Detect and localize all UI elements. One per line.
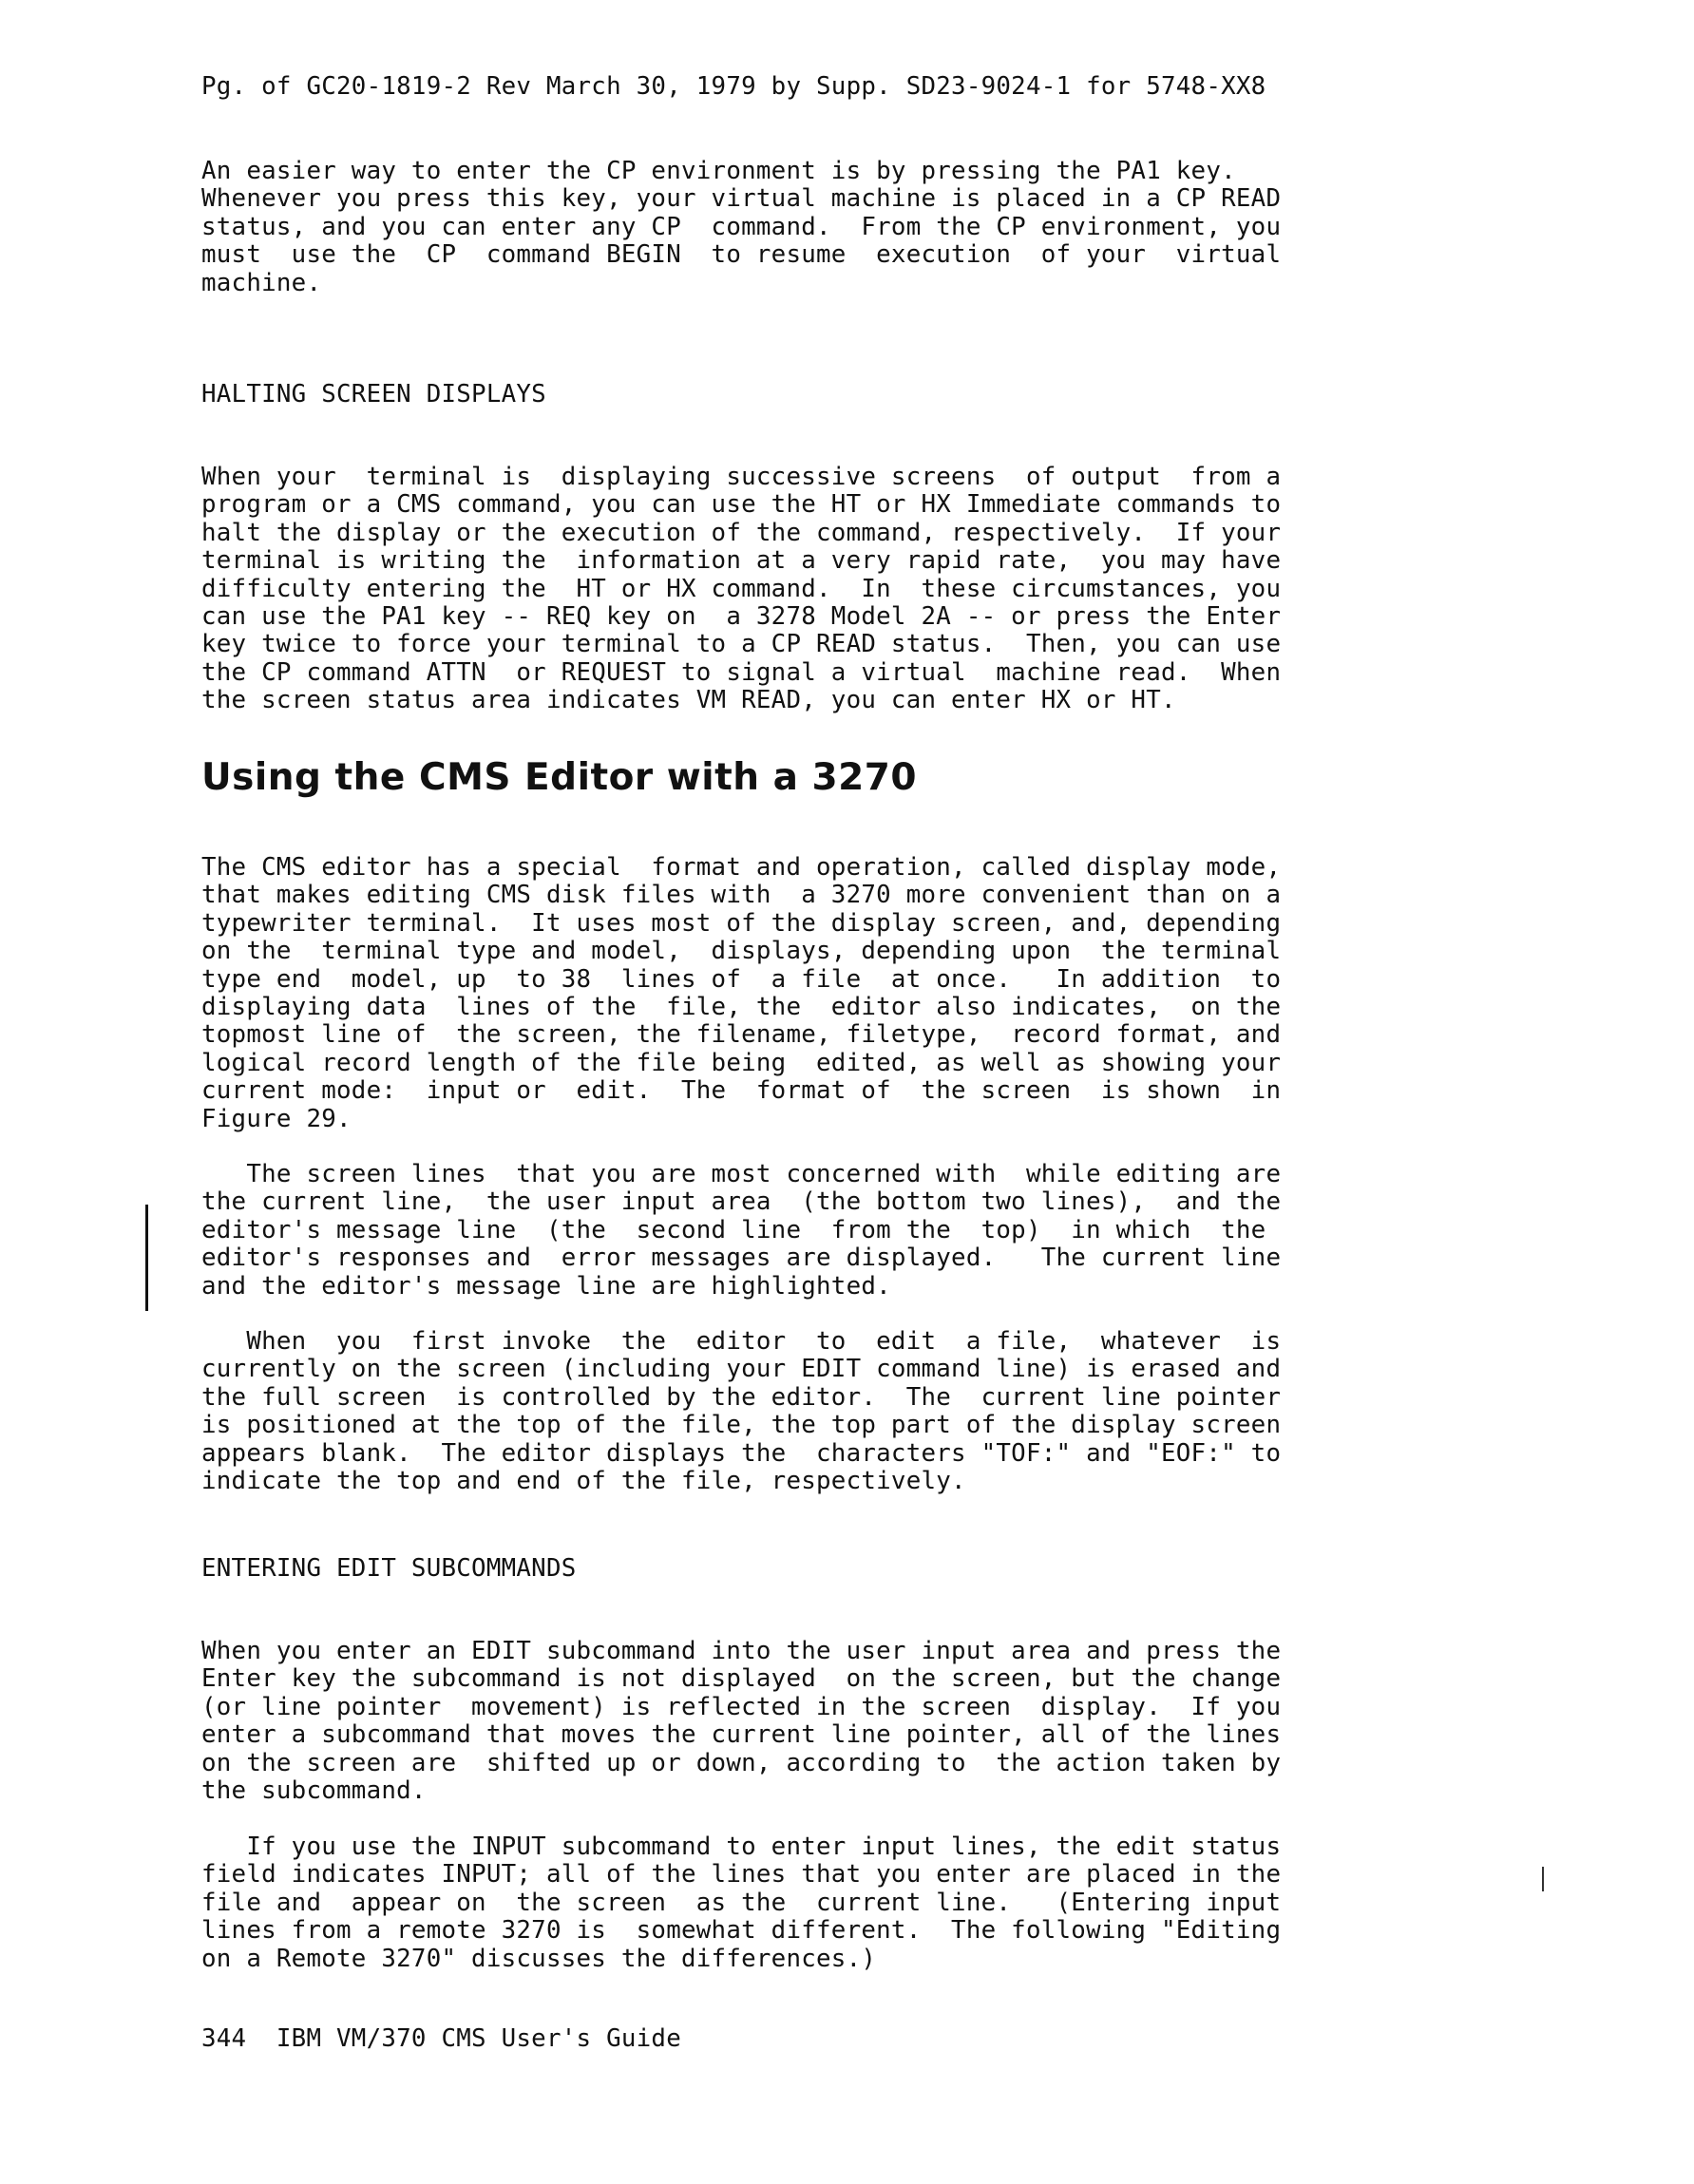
entering-paragraph-1: When you enter an EDIT subcommand into the user input area and press the Enter key the subcommand is not displayed on the screen, but the change (or line pointer movement) is reflected in the screen display. If you enter a subcommand that moves the current line pointer, all of the lines on the screen are shifted up or down, according to the action taken by the subcommand. bbox=[201, 1637, 1282, 1806]
halting-paragraph: When your terminal is displaying successive screens of output from a program or a CMS command, you can use the HT or HX Immediate commands to halt the display or the execution of the command, respectively. If your terminal is writing the information at a very rapid rate, you may have difficulty entering the HT or HX command. In these circumstances, you can use the PA1 key -- REQ key on a 3278 Model 2A -- or press the Enter key twice to force your terminal to a CP READ status. Then, you can use the CP command ATTN or REQUEST to signal a virtual machine read. When the screen status area indicates VM READ, you can enter HX or HT. bbox=[201, 463, 1282, 715]
page-footer: 344 IBM VM/370 CMS User's Guide bbox=[201, 2024, 681, 2053]
editor-paragraph-2: The screen lines that you are most concerned with while editing are the current line, the user input area (the bottom two lines), and the editor's message line (the second line from the top) in which the editor's responses and error messages are displayed. The current line and the editor's message line are highlighted. bbox=[201, 1160, 1282, 1301]
section-heading-halting-screen-displays: HALTING SCREEN DISPLAYS bbox=[201, 380, 546, 408]
section-heading-entering-edit-subcommands: ENTERING EDIT SUBCOMMANDS bbox=[201, 1554, 577, 1583]
page-header: Pg. of GC20-1819-2 Rev March 30, 1979 by Supp. SD23-9024-1 for 5748-XX8 bbox=[201, 72, 1266, 101]
editor-paragraph-1: The CMS editor has a special format and operation, called display mode, that makes editing CMS disk files with a 3270 more convenient than on a typewriter terminal. It uses most of the display screen, and, depending on the terminal type and model, displays, depending upon the terminal type end model, up to 38 lines of a file at once. In addition to displaying data lines of the file, the editor also indicates, on the topmost line of the screen, the filename, filetype, record format, and logical record length of the file being edited, as well as showing your current mode: input or edit. The format of the screen is shown in Figure 29. bbox=[201, 853, 1282, 1133]
section-title: Using the CMS Editor with a 3270 bbox=[201, 756, 918, 799]
intro-paragraph: An easier way to enter the CP environment is by pressing the PA1 key. Whenever you press this key, your virtual machine is placed in a CP READ status, and you can enter any CP command. From the CP environment, you must use the CP command BEGIN to resume execution of your virtual machine. bbox=[201, 157, 1282, 297]
editor-paragraph-3: When you first invoke the editor to edit a file, whatever is currently on the screen (including your EDIT command line) is erased and the full screen is controlled by the editor. The current line pointer is positioned at the top of the file, the top part of the display screen appears blank. The editor displays the characters "TOF:" and "EOF:" to indicate the top and end of the file, respectively. bbox=[201, 1327, 1282, 1496]
scan-mark bbox=[1542, 1867, 1544, 1891]
revision-bar bbox=[145, 1205, 148, 1311]
entering-paragraph-2: If you use the INPUT subcommand to enter input lines, the edit status field indicates INPUT; all of the lines that you enter are placed in the file and appear on the screen as the current line. (Entering input lines from a remote 3270 is somewhat different. The following "Editing on a Remote 3270" discusses the differences.) bbox=[201, 1833, 1282, 1973]
